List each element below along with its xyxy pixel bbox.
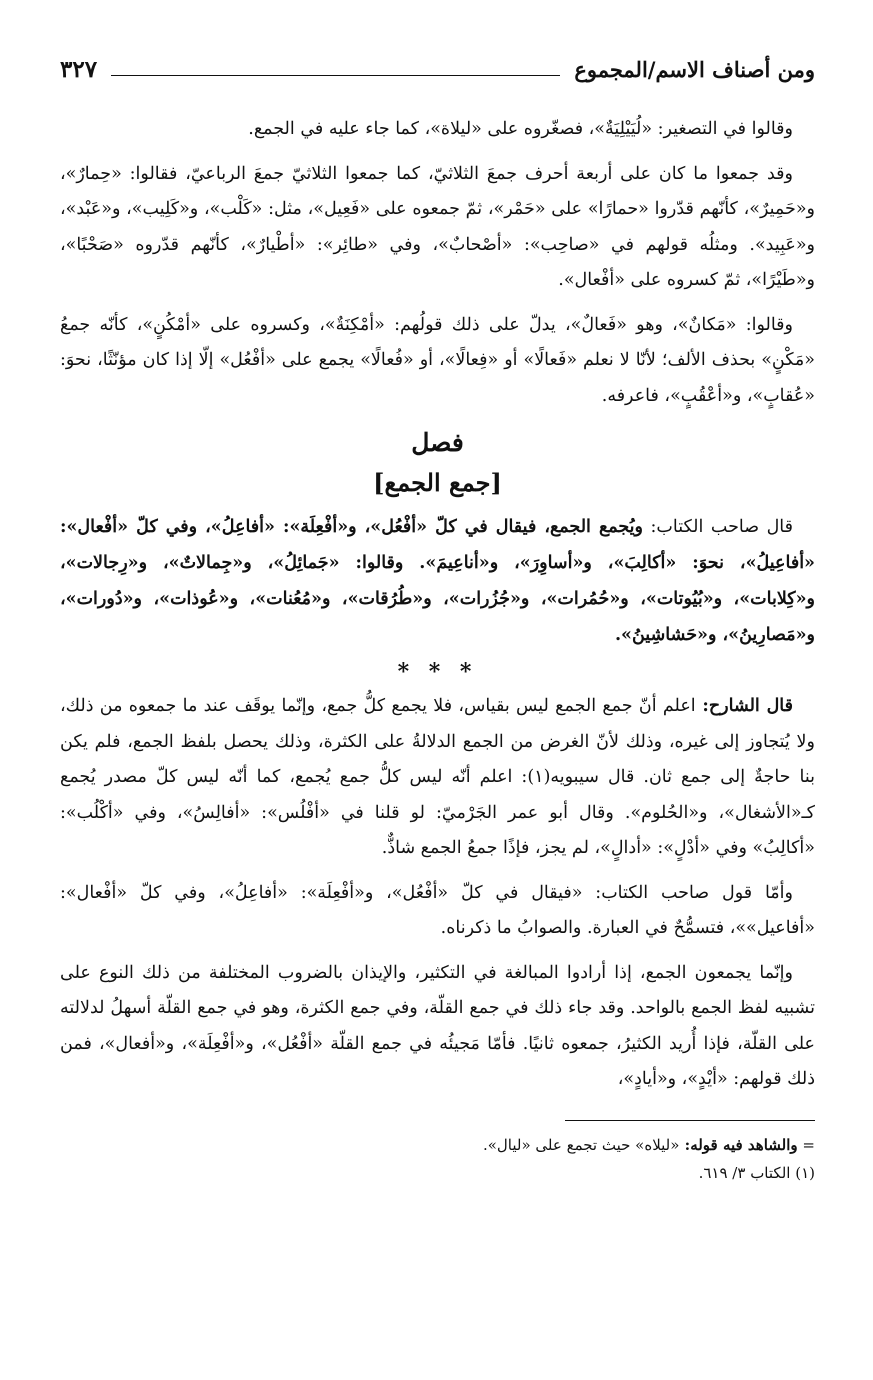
paragraph: وقالوا: «مَكانٌ»، وهو «فَعالٌ»، يدلّ على ذلك قولُهم: «أمْكِنَةٌ»، وكسروه على «أمْكُنٍ»، كأنّه جمعُ «مَكْنٍ» بحذف الألف؛ لأنّا لا نعلم «فَعالًا» أو «فِعالًا»، أو «فُعالًا» يجمع على «أفْعُل» إلّا إذا كان مؤنّثًا، نحوَ: «عُقابٍ»، و«أعْقُبٍ»، فاعرفه.: [60, 314, 815, 406]
matn-text: ويُجمع الجمع، فيقال في كلّ «أفْعُل»، و«أفْعِلَة»: «أفاعِلُ»، وفي كلّ «أفْعال»: «أفاعِيلُ»، نحوَ: «أكالِبَ»، و«أساوِرَ»، و«أناعِيمَ». وقالوا: «جَمائِلُ»، و«جِمالاتٌ»، و«رِجالات»، و«كِلابات»، و«بُيُوتات»، و«حُمُرات»، و«جُزُرات»، و«طُرُقات»، و«مُعُنات»، و«عُوذات»، و«دُورات»، و«مَصارِينُ»، و«حَشاشِينُ».: [60, 517, 815, 645]
paragraph: وقالوا في التصغير: «لُيَيْلِيَةٌ»، فصغّروه على «ليلاة»، كما جاء عليه في الجمع.: [248, 119, 793, 139]
commentary-text: وإنّما يجمعون الجمع، إذا أرادوا المبالغة في التكثير، والإيذان بالضروب المختلفة من ذلك النوع على تشبيه لفظ الجمع بالواحد. وقد جاء ذلك في جمع القلّة، وفي جمع الكثرة، وهو في جمع القلّة أسهلُ لدلالته على القلّة، فإذا أُريد الكثيرُ، جمعوه ثانيًا. فأمّا مَجيئُه في جمع القلّة «أفْعُل»، و«أفْعِلَة»، و«أفعال»، فمن ذلك قولهم: «أيْدٍ»، و«أيادٍ»،: [60, 962, 815, 1089]
commentary-text: اعلم أنّ جمع الجمع ليس بقياس، فلا يجمع كلُّ جمع، وإنّما يوقَف عند ما جمعوه من ذلك، ولا يُتجاوز إلى غيره، وذلك لأنّ الغرض من الجمع الدلالةُ على الكثرة، وذلك يحصل بلفظ الجمع، فلم يكن بنا حاجةٌ إلى جمع ثان. قال سيبويه(١): اعلم أنّه ليس كلُّ جمع يُجمع، كما أنّه ليس كلّ مصدر يُجمع كـ«الأشغال»، و«الحُلوم». وقال أبو عمر الجَرْميّ: لو قلنا في «أفْلُس»: «أفالِسُ»، وفي «أكْلُب»: «أكالِبُ» وفي «أدْلٍ»: «أدالٍ»، لم يجز، فإذًا جمعُ الجمع شاذٌّ.: [60, 696, 815, 858]
commentary-paragraph: [60, 876, 815, 947]
paragraph: وقد جمعوا ما كان على أربعة أحرف جمعَ الثلاثيّ، كما جمعوا الثلاثيّ جمعَ الرباعيّ، فقالوا: «حِمارٌ»، و«حَمِيرٌ»، كأنّهم قدّروا «حمارًا» على «حَمْر»، ثمّ جمعوه على «فَعِيل»، مثل: «كَلْب»، و«كَلِيب»، و«عَبْد»، و«عَبِيد». ومثلُه قولهم في «صاحِب»: «أصْحابٌ»، وفي «طائِر»: «أطْيارٌ»، كأنّهم قدّروه «صَحْبًا»، و«طَيْرًا»، ثمّ كسروه على «أفْعال».: [60, 163, 815, 290]
commentary-paragraph: [60, 689, 815, 867]
section-subtitle: [جمع الجمع]: [373, 468, 502, 497]
running-title: ومن أصناف الاسم/المجموع: [574, 56, 815, 82]
footnote-rule: [565, 1120, 815, 1121]
matn-lead: قال صاحب الكتاب:: [643, 517, 793, 537]
commentary-text: وأمّا قول صاحب الكتاب: «فيقال في كلّ «أفْعُل»، و«أفْعِلَة»: «أفاعِلُ»، وفي كلّ «أفْعال»: «أفاعيل»»، فتسمُّحٌ في العبارة. والصوابُ ما ذكرناه.: [60, 882, 815, 938]
footnote-text: الكتاب ٣/ ٦١٩.: [698, 1163, 791, 1182]
footnotes: [60, 1131, 815, 1187]
commentary-paragraph: [60, 956, 815, 1098]
commentary-lead: قال الشارح:: [695, 696, 793, 716]
section-title: فصل: [411, 428, 464, 457]
footnote: [60, 1131, 815, 1159]
page-number: ٣٢٧: [60, 55, 98, 83]
page-header: [60, 44, 815, 94]
footnote-marker: =: [802, 1135, 815, 1154]
footnote-lead: والشاهد فيه قوله:: [679, 1135, 798, 1154]
section-separator: * * *: [397, 659, 478, 685]
matn-paragraph: [60, 509, 815, 653]
body-text: [60, 112, 815, 1098]
footnote-text: «ليلاه» حيث تجمع على «ليال».: [482, 1135, 680, 1154]
header-rule: [111, 75, 560, 76]
footnote: [60, 1159, 815, 1187]
footnote-marker: (١): [795, 1163, 815, 1182]
